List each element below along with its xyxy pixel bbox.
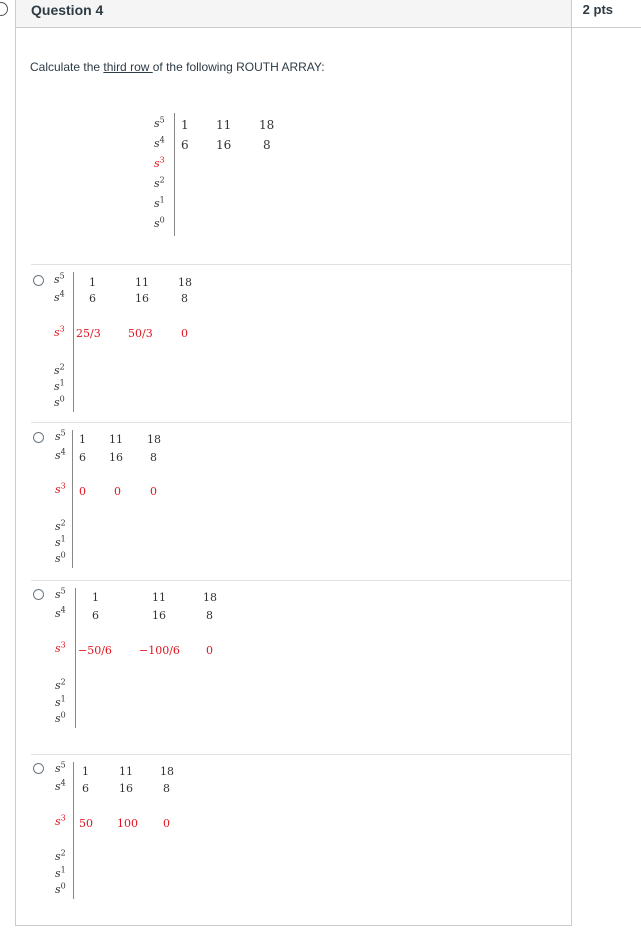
label-var: s bbox=[54, 380, 60, 393]
cell-s3-2: 50/3 bbox=[128, 327, 153, 340]
row-label-s4 bbox=[54, 291, 65, 304]
label-var: s bbox=[154, 197, 160, 210]
cell-s3-1: 50 bbox=[79, 817, 93, 830]
label-var: s bbox=[154, 157, 160, 170]
row-label-s0 bbox=[55, 552, 66, 565]
label-power: 3 bbox=[159, 155, 165, 165]
label-var: s bbox=[55, 679, 61, 692]
label-var: s bbox=[55, 552, 61, 565]
row-label-s4 bbox=[154, 137, 165, 150]
array-divider bbox=[174, 113, 175, 236]
label-var: s bbox=[54, 273, 60, 286]
row-label-s2 bbox=[55, 679, 66, 692]
label-var: s bbox=[55, 483, 61, 496]
row-label-s2 bbox=[55, 850, 66, 863]
separator bbox=[31, 580, 572, 581]
cell-s5-1: 1 bbox=[79, 433, 86, 446]
cell-s4-2: 16 bbox=[216, 138, 232, 152]
cell-s4-3: 8 bbox=[163, 782, 170, 795]
cell-s4-1: 6 bbox=[79, 451, 86, 464]
label-var: s bbox=[55, 867, 61, 880]
label-var: s bbox=[55, 762, 61, 775]
cell-s4-3: 8 bbox=[150, 451, 157, 464]
row-label-s1 bbox=[55, 696, 66, 709]
label-power: 1 bbox=[60, 694, 66, 704]
cell-s5-2: 11 bbox=[119, 765, 133, 778]
row-label-s1 bbox=[54, 380, 65, 393]
label-power: 3 bbox=[60, 481, 66, 491]
cell-s5-1: 1 bbox=[92, 591, 99, 604]
label-var: s bbox=[55, 449, 61, 462]
label-power: 2 bbox=[60, 677, 66, 687]
label-power: 1 bbox=[159, 195, 165, 205]
prompt-highlight: third row bbox=[103, 60, 153, 74]
radio-option-b[interactable] bbox=[33, 432, 44, 443]
label-var: s bbox=[154, 217, 160, 230]
label-var: s bbox=[55, 642, 61, 655]
label-power: 0 bbox=[60, 881, 66, 891]
row-label-s3 bbox=[55, 642, 66, 655]
label-power: 1 bbox=[60, 865, 66, 875]
cell-s4-3: 8 bbox=[263, 138, 271, 152]
row-label-s3 bbox=[55, 483, 66, 496]
separator bbox=[31, 422, 572, 423]
row-label-s1 bbox=[55, 867, 66, 880]
cell-s5-1: 1 bbox=[82, 765, 89, 778]
question-header bbox=[16, 0, 613, 28]
label-power: 5 bbox=[159, 115, 165, 125]
label-power: 3 bbox=[60, 640, 66, 650]
cell-s5-3: 18 bbox=[203, 591, 217, 604]
label-power: 4 bbox=[159, 135, 165, 145]
label-power: 4 bbox=[60, 447, 66, 457]
label-power: 1 bbox=[60, 534, 66, 544]
row-label-s0 bbox=[55, 712, 66, 725]
label-var: s bbox=[154, 117, 160, 130]
label-var: s bbox=[55, 536, 61, 549]
label-power: 4 bbox=[60, 778, 66, 788]
row-label-s5 bbox=[55, 588, 66, 601]
array-divider bbox=[73, 272, 74, 412]
cell-s3-2: 100 bbox=[117, 817, 138, 830]
cell-s3-1: −50/6 bbox=[78, 644, 112, 657]
label-var: s bbox=[54, 291, 60, 304]
label-power: 3 bbox=[60, 813, 66, 823]
row-label-s2 bbox=[55, 520, 66, 533]
cell-s4-3: 8 bbox=[181, 292, 188, 305]
label-var: s bbox=[54, 326, 60, 339]
question-points: 2 pts bbox=[582, 2, 613, 17]
row-label-s0 bbox=[54, 396, 65, 409]
cell-s4-2: 16 bbox=[152, 609, 166, 622]
cell-s5-3: 18 bbox=[160, 765, 174, 778]
row-label-s5 bbox=[54, 273, 65, 286]
label-var: s bbox=[54, 396, 60, 409]
cell-s4-1: 6 bbox=[89, 292, 96, 305]
row-label-s4 bbox=[55, 607, 66, 620]
label-var: s bbox=[54, 364, 60, 377]
cell-s5-2: 11 bbox=[135, 276, 149, 289]
cell-s3-2: −100/6 bbox=[139, 644, 180, 657]
cell-s4-2: 16 bbox=[119, 782, 133, 795]
array-divider bbox=[75, 588, 76, 728]
radio-option-c[interactable] bbox=[33, 589, 44, 600]
label-power: 2 bbox=[159, 175, 165, 185]
label-power: 2 bbox=[59, 362, 65, 372]
row-label-s2 bbox=[54, 364, 65, 377]
label-power: 5 bbox=[60, 760, 66, 770]
label-power: 5 bbox=[60, 586, 66, 596]
label-power: 0 bbox=[159, 215, 165, 225]
row-label-s3 bbox=[54, 326, 65, 339]
prompt-text-before: Calculate the bbox=[30, 60, 104, 74]
cell-s3-1: 0 bbox=[79, 485, 86, 498]
cell-s5-1: 1 bbox=[181, 118, 189, 132]
cell-s4-2: 16 bbox=[109, 451, 123, 464]
row-label-s0 bbox=[154, 217, 165, 230]
prompt-text-after: of the following ROUTH ARRAY: bbox=[152, 60, 325, 74]
radio-option-a[interactable] bbox=[33, 275, 44, 286]
row-label-s5 bbox=[55, 430, 66, 443]
label-power: 1 bbox=[59, 378, 65, 388]
row-label-s5 bbox=[55, 762, 66, 775]
row-label-s1 bbox=[55, 536, 66, 549]
label-var: s bbox=[55, 696, 61, 709]
label-power: 2 bbox=[60, 518, 66, 528]
row-label-s3 bbox=[55, 815, 66, 828]
label-power: 5 bbox=[59, 271, 65, 281]
cell-s4-3: 8 bbox=[206, 609, 213, 622]
label-power: 2 bbox=[60, 848, 66, 858]
cell-s4-2: 16 bbox=[135, 292, 149, 305]
cell-s4-1: 6 bbox=[92, 609, 99, 622]
radio-option-d[interactable] bbox=[33, 763, 44, 774]
label-power: 3 bbox=[59, 324, 65, 334]
question-prompt bbox=[30, 60, 325, 74]
separator bbox=[31, 754, 572, 755]
cell-s5-2: 11 bbox=[216, 118, 232, 132]
cell-s3-3: 0 bbox=[181, 327, 188, 340]
label-var: s bbox=[55, 712, 61, 725]
label-var: s bbox=[55, 588, 61, 601]
cell-s3-1: 25/3 bbox=[76, 327, 101, 340]
label-var: s bbox=[55, 607, 61, 620]
cell-s4-1: 6 bbox=[82, 782, 89, 795]
row-label-s1 bbox=[154, 197, 165, 210]
cell-s5-3: 18 bbox=[178, 276, 192, 289]
label-power: 0 bbox=[59, 394, 65, 404]
label-power: 0 bbox=[60, 710, 66, 720]
cell-s5-3: 18 bbox=[259, 118, 275, 132]
cell-s5-2: 11 bbox=[152, 591, 166, 604]
previous-question-circle bbox=[0, 2, 8, 16]
label-power: 0 bbox=[60, 550, 66, 560]
cell-s3-3: 0 bbox=[150, 485, 157, 498]
label-var: s bbox=[55, 850, 61, 863]
label-var: s bbox=[154, 137, 160, 150]
question-title: Question 4 bbox=[31, 2, 104, 18]
cell-s5-2: 11 bbox=[109, 433, 123, 446]
row-label-s2 bbox=[154, 177, 165, 190]
row-label-s4 bbox=[55, 449, 66, 462]
label-power: 5 bbox=[60, 428, 66, 438]
label-var: s bbox=[55, 520, 61, 533]
label-power: 4 bbox=[59, 289, 65, 299]
label-var: s bbox=[154, 177, 160, 190]
label-var: s bbox=[55, 815, 61, 828]
question-card bbox=[15, 0, 613, 926]
row-label-s3 bbox=[154, 157, 165, 170]
cell-s3-2: 0 bbox=[114, 485, 121, 498]
row-label-s0 bbox=[55, 883, 66, 896]
cell-s4-1: 6 bbox=[181, 138, 189, 152]
cell-s5-1: 1 bbox=[89, 276, 96, 289]
cell-s3-3: 0 bbox=[163, 817, 170, 830]
cell-s5-3: 18 bbox=[147, 433, 161, 446]
cell-s3-3: 0 bbox=[206, 644, 213, 657]
label-var: s bbox=[55, 883, 61, 896]
separator bbox=[31, 264, 572, 265]
array-divider bbox=[72, 430, 73, 568]
row-label-s5 bbox=[154, 117, 165, 130]
label-power: 4 bbox=[60, 605, 66, 615]
array-divider bbox=[73, 762, 74, 899]
row-label-s4 bbox=[55, 780, 66, 793]
label-var: s bbox=[55, 430, 61, 443]
label-var: s bbox=[55, 780, 61, 793]
